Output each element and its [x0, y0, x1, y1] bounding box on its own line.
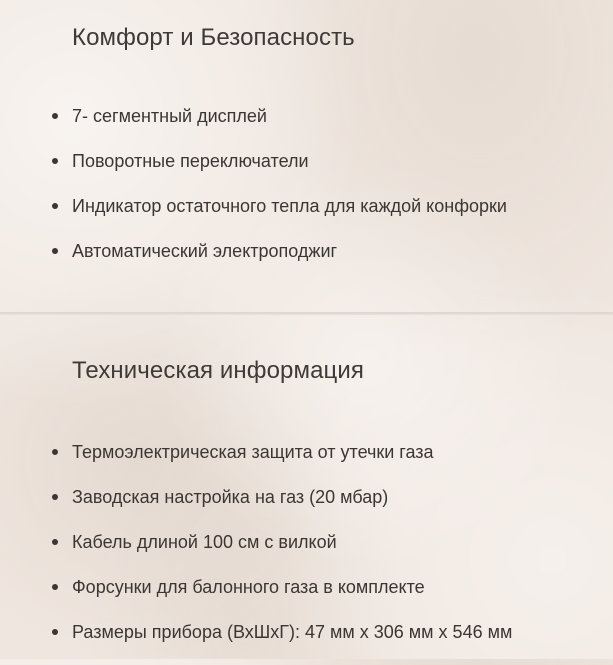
feature-text: Заводская настройка на газ (20 мбар): [72, 487, 389, 507]
technical-info-section: [0, 316, 613, 659]
bullet-dot-icon: [52, 629, 58, 635]
feature-text: Индикатор остаточного тепла для каждой конфорки: [72, 196, 507, 216]
section-title-technical-info: Техническая информация: [72, 357, 364, 384]
bullet-dot-icon: [52, 494, 58, 500]
feature-text: Размеры прибора (ВхШхГ): 47 мм x 306 мм x 546 мм: [72, 622, 513, 642]
bullet-dot-icon: [52, 584, 58, 590]
bullet-dot-icon: [52, 158, 58, 164]
feature-text: Поворотные переключатели: [72, 151, 309, 171]
technical-info-feature-list: [0, 440, 512, 665]
feature-text: Кабель длиной 100 см с вилкой: [72, 532, 337, 552]
feature-text: Форсунки для балонного газа в комплекте: [72, 577, 425, 597]
feature-item: [0, 104, 507, 149]
feature-text: Термоэлектрическая защита от утечки газа: [72, 442, 434, 462]
feature-text: Автоматический электроподжиг: [72, 241, 338, 261]
bullet-dot-icon: [52, 203, 58, 209]
bullet-dot-icon: [52, 248, 58, 254]
bullet-dot-icon: [52, 539, 58, 545]
feature-item: [0, 485, 512, 530]
feature-item: [0, 530, 512, 575]
comfort-safety-section: [0, 0, 613, 312]
feature-item: [0, 239, 507, 284]
feature-item: [0, 149, 507, 194]
feature-text: 7- сегментный дисплей: [72, 106, 267, 126]
section-title-comfort-safety: Комфорт и Безопасность: [72, 24, 355, 51]
bullet-dot-icon: [52, 449, 58, 455]
feature-item: [0, 194, 507, 239]
feature-item: [0, 620, 512, 665]
bullet-dot-icon: [52, 113, 58, 119]
section-divider: [0, 312, 613, 315]
feature-item: [0, 575, 512, 620]
feature-item: [0, 440, 512, 485]
comfort-safety-feature-list: [0, 104, 507, 284]
